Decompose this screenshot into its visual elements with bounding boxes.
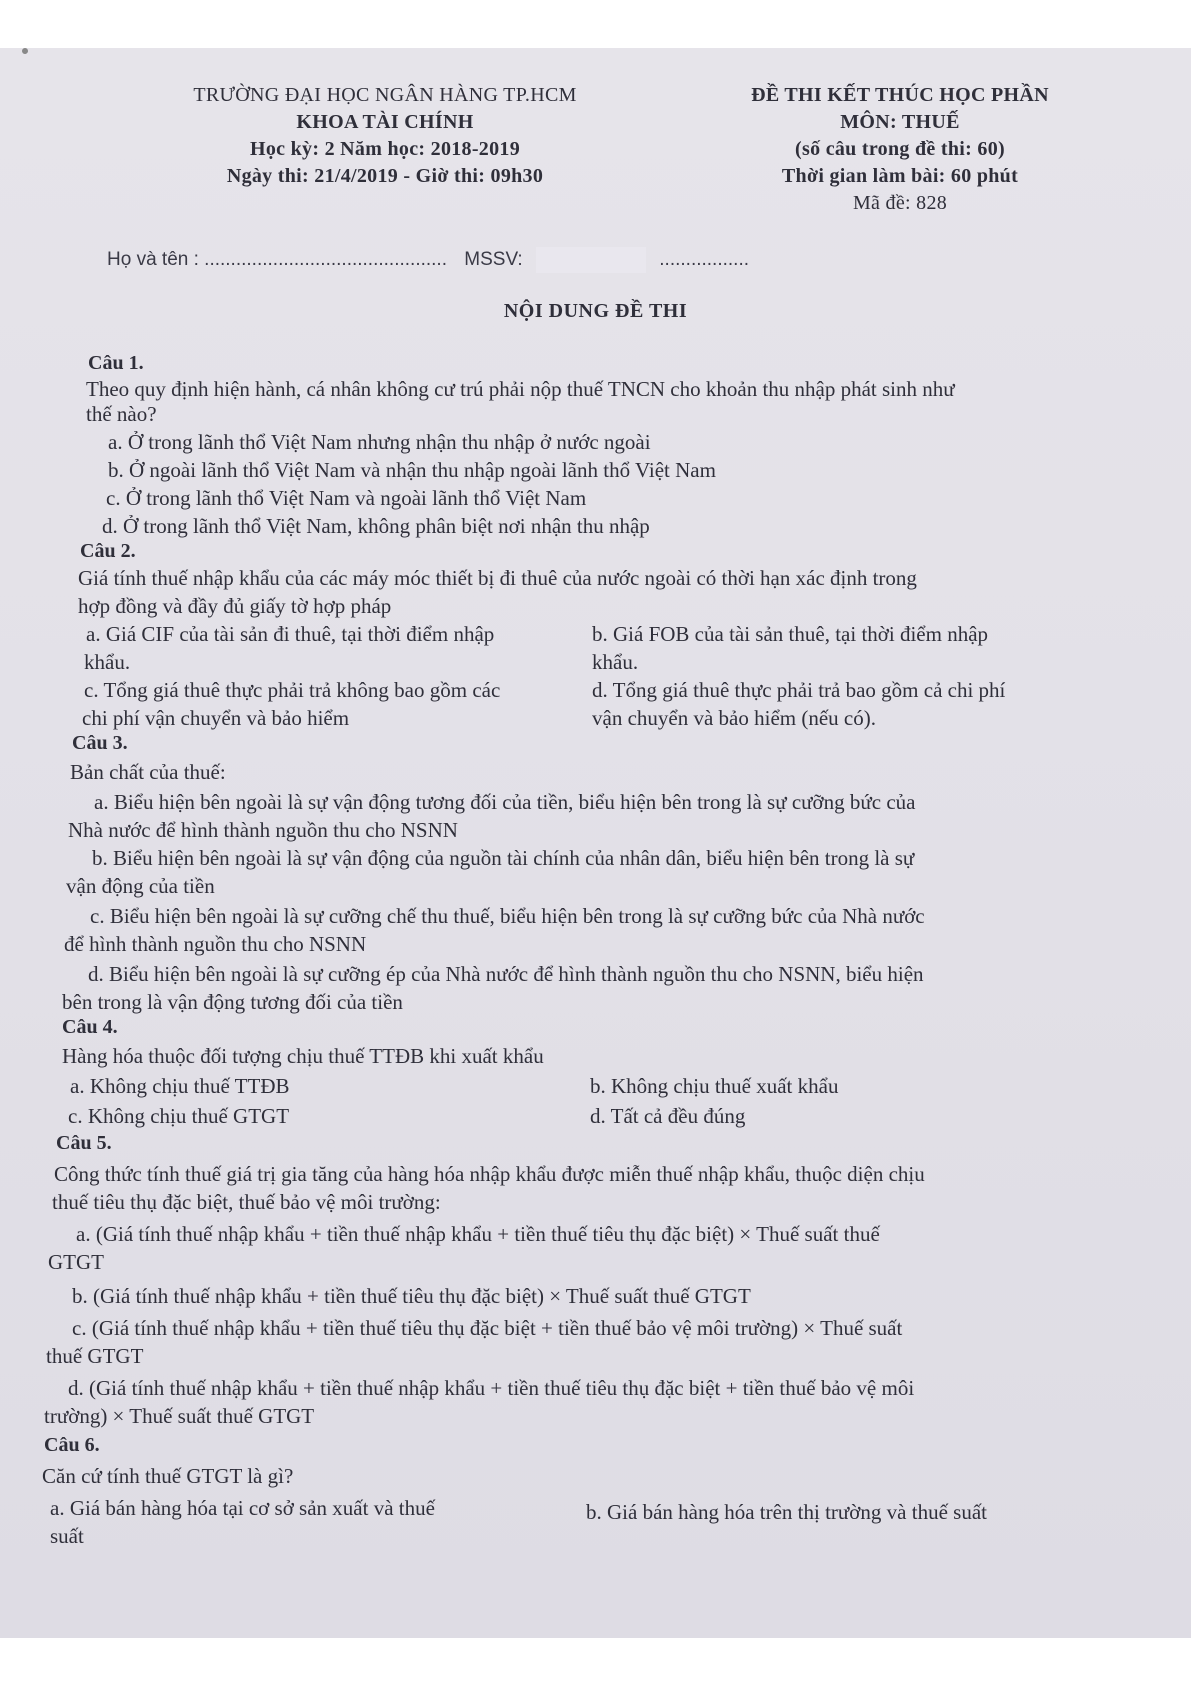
option-d-cont: trường) × Thuế suất thuế GTGT [44,1404,315,1428]
option-d-cont: vận chuyển và bảo hiểm (nếu có). [592,706,876,730]
exam-date: Ngày thi: 21/4/2019 - Giờ thi: 09h30 [226,165,544,187]
header-right [700,82,1100,217]
header-left [150,82,620,190]
name-field[interactable]: Họ và tên : .............................................. [107,249,447,271]
school-name: TRƯỜNG ĐẠI HỌC NGÂN HÀNG TP.HCM [193,84,577,106]
option-a-cont: suất [50,1524,84,1548]
option-d: d. Ở trong lãnh thổ Việt Nam, không phân biệt nơi nhận thu nhập [102,514,650,538]
option-c-cont: thuế GTGT [46,1344,144,1368]
exam-code: Mã đề: 828 [852,192,948,214]
option-a: a. Biểu hiện bên ngoài là sự vận động tương đối của tiền, biểu hiện bên trong là sự cưỡng bức của [94,790,916,814]
duration: Thời gian làm bài: 60 phút [781,165,1019,187]
option-a-cont: Nhà nước để hình thành nguồn thu cho NSNN [68,818,458,842]
faculty-name: KHOA TÀI CHÍNH [296,111,474,133]
exam-title: ĐỀ THI KẾT THÚC HỌC PHẦN [751,84,1049,106]
question-title: Câu 3. [72,732,128,754]
option-c: c. Tổng giá thuê thực phải trả không bao gồm các [84,678,501,702]
option-b: b. Không chịu thuế xuất khẩu [590,1074,839,1098]
option-a: a. (Giá tính thuế nhập khẩu + tiền thuế nhập khẩu + tiền thuế tiêu thụ đặc biệt) × Thuế suất thuế [76,1222,880,1246]
option-a-cont: khẩu. [84,650,131,674]
option-c: c. Ở trong lãnh thổ Việt Nam và ngoài lãnh thổ Việt Nam [106,486,587,510]
question-text: thế nào? [86,402,157,426]
question-text: hợp đồng và đầy đủ giấy tờ hợp pháp [78,594,392,618]
option-b: b. Biểu hiện bên ngoài là sự vận động của nguồn tài chính của nhân dân, biểu hiện bên trong là sự [92,846,915,870]
option-b: b. Ở ngoài lãnh thổ Việt Nam và nhận thu nhập ngoài lãnh thổ Việt Nam [108,458,716,482]
subject: MÔN: THUẾ [840,111,960,133]
question-text: Căn cứ tính thuế GTGT là gì? [42,1464,294,1488]
option-c-cont: để hình thành nguồn thu cho NSNN [64,932,367,956]
option-b: b. Giá bán hàng hóa trên thị trường và thuế suất [586,1500,987,1524]
question-title: Câu 4. [62,1016,118,1038]
mssv-redacted [536,247,646,273]
question-text: Theo quy định hiện hành, cá nhân không cư trú phải nộp thuế TNCN cho khoản thu nhập phát sinh như [86,377,955,401]
option-a: a. Giá CIF của tài sản đi thuê, tại thời điểm nhập [86,622,495,646]
option-d-cont: bên trong là vận động tương đối của tiền [62,990,403,1014]
question-title: Câu 5. [56,1132,112,1154]
question-text: thuế tiêu thụ đặc biệt, thuế bảo vệ môi trường: [52,1190,441,1214]
question-title: Câu 1. [88,352,144,374]
option-d: d. (Giá tính thuế nhập khẩu + tiền thuế nhập khẩu + tiền thuế tiêu thụ đặc biệt + tiền thuế bảo vệ môi [68,1376,915,1400]
question-text: Công thức tính thuế giá trị gia tăng của hàng hóa nhập khẩu được miễn thuế nhập khẩu, thuộc diện chịu [54,1162,925,1186]
question-title: Câu 6. [44,1434,100,1456]
student-info-line [107,247,749,273]
option-b-cont: khẩu. [592,650,639,674]
mssv-field[interactable]: ................. [659,249,750,271]
option-a: a. Không chịu thuế TTĐB [70,1074,290,1098]
option-b: b. (Giá tính thuế nhập khẩu + tiền thuế tiêu thụ đặc biệt) × Thuế suất thuế GTGT [72,1284,751,1308]
option-d: d. Tổng giá thuê thực phải trả bao gồm cả chi phí [592,678,1006,702]
option-d: d. Tất cả đều đúng [590,1104,746,1128]
option-c: c. Không chịu thuế GTGT [68,1104,290,1128]
question-text: Giá tính thuế nhập khẩu của các máy móc thiết bị đi thuê của nước ngoài có thời hạn xác định trong [78,566,917,590]
option-b-cont: vận động của tiền [66,874,215,898]
question-text: Hàng hóa thuộc đối tượng chịu thuế TTĐB khi xuất khẩu [62,1044,544,1068]
semester: Học kỳ: 2 Năm học: 2018-2019 [249,138,521,160]
option-a-cont: GTGT [48,1250,104,1274]
option-b: b. Giá FOB của tài sản thuê, tại thời điểm nhập [592,622,989,646]
option-c: c. (Giá tính thuế nhập khẩu + tiền thuế tiêu thụ đặc biệt + tiền thuế bảo vệ môi trường) × Thuế suất [72,1316,903,1340]
mssv-label: MSSV: [464,249,523,271]
option-a: a. Ở trong lãnh thổ Việt Nam nhưng nhận thu nhập ở nước ngoài [108,430,651,454]
option-c-cont: chi phí vận chuyển và bảo hiểm [82,706,350,730]
section-title: NỘI DUNG ĐỀ THI [503,300,688,322]
option-a: a. Giá bán hàng hóa tại cơ sở sản xuất và thuế [50,1496,435,1520]
option-d: d. Biểu hiện bên ngoài là sự cưỡng ép của Nhà nước để hình thành nguồn thu cho NSNN, biểu hiện [88,962,924,986]
option-c: c. Biểu hiện bên ngoài là sự cưỡng chế thu thuế, biểu hiện bên trong là sự cưỡng bức của Nhà nước [90,904,925,928]
question-text: Bản chất của thuế: [70,760,226,784]
question-count: (số câu trong đề thi: 60) [795,138,1005,160]
question-title: Câu 2. [80,540,136,562]
